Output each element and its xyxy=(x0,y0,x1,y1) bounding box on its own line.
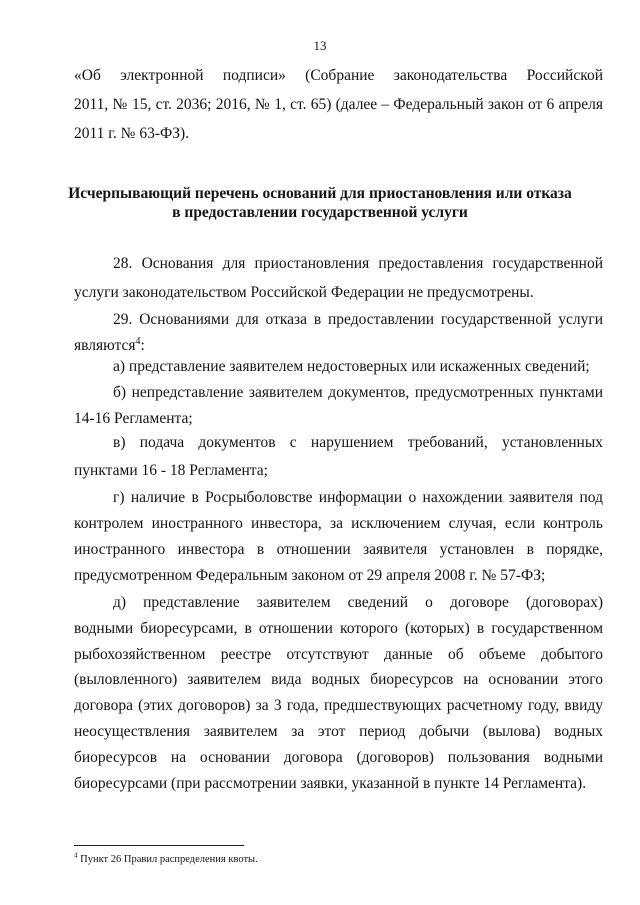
section-heading-line-2: в предоставлении государственной услуги xyxy=(172,204,468,221)
footnote-separator xyxy=(74,845,244,846)
item-d-line-8: биоресурсами (при рассмотрении заявки, указанной в пункте 14 Регламента). xyxy=(74,775,587,792)
footnote-text: Пункт 26 Правил распределения квоты. xyxy=(77,854,258,865)
item-g-line-3: иностранного инвестора в отношении заявителя установлен в порядке, xyxy=(74,541,603,558)
item-a-line-1: а) представление заявителем недостоверных или искаженных сведений; xyxy=(113,358,590,375)
page-number: 13 xyxy=(313,38,327,53)
paragraph-29-line-1: 29. Основаниями для отказа в предоставлении государственной услуги xyxy=(113,311,603,328)
item-d-line-1: д) представление заявителем сведений о договоре (договорах) xyxy=(113,594,603,611)
footnote-reference: 4 xyxy=(135,335,141,347)
item-d-line-7: биоресурсов на основании договора (договоров) пользования водными xyxy=(74,749,603,766)
item-g-line-2: контролем иностранного инвестора, за исключением случая, если контроль xyxy=(74,515,603,532)
item-d-line-6: неосуществления заявителем за этот период добычи (вылова) водных xyxy=(74,723,603,740)
item-d-line-2: водными биоресурсами, в отношении которого (которых) в государственном xyxy=(74,620,603,637)
paragraph-28-line-1: 28. Основания для приостановления предоставления государственной xyxy=(113,255,603,272)
item-v-line-1: в) подача документов с нарушением требований, установленных xyxy=(113,434,603,451)
intro-line-2: 2011, № 15, ст. 2036; 2016, № 1, ст. 65) (далее – Федеральный закон от 6 апреля xyxy=(74,96,603,113)
item-b-line-2: 14-16 Регламента; xyxy=(74,410,193,427)
paragraph-29-colon: : xyxy=(140,337,145,354)
paragraph-29-line-2 xyxy=(74,336,145,356)
item-g-line-1: г) наличие в Росрыболовстве информации о нахождении заявителя под xyxy=(113,489,603,506)
footnote-mark: 4 xyxy=(74,851,78,860)
intro-line-3: 2011 г. № 63-ФЗ). xyxy=(74,125,190,142)
item-d-line-5: договора (этих договоров) за 3 года, предшествующих расчетному году, ввиду xyxy=(74,697,603,714)
item-g-line-4: предусмотренном Федеральным законом от 29 апреля 2008 г. № 57-ФЗ; xyxy=(74,567,546,584)
item-d-line-3: рыбохозяйственном реестре отсутствуют данные об объеме добытого xyxy=(74,646,603,663)
section-heading-line-1: Исчерпывающий перечень оснований для приостановления или отказа xyxy=(68,185,572,202)
paragraph-29-text: являются xyxy=(74,337,136,354)
intro-line-1: «Об электронной подписи» (Собрание законодательства Российской xyxy=(74,67,603,84)
item-b-line-1: б) непредставление заявителем документов, предусмотренных пунктами xyxy=(113,384,603,401)
paragraph-28-line-2: услуги законодательством Российской Федерации не предусмотрены. xyxy=(74,284,534,301)
item-d-line-4: (выловленного) заявителем вида водных биоресурсов на основании этого xyxy=(74,671,603,688)
item-v-line-2: пунктами 16 - 18 Регламента; xyxy=(74,462,268,479)
footnote xyxy=(74,853,258,867)
